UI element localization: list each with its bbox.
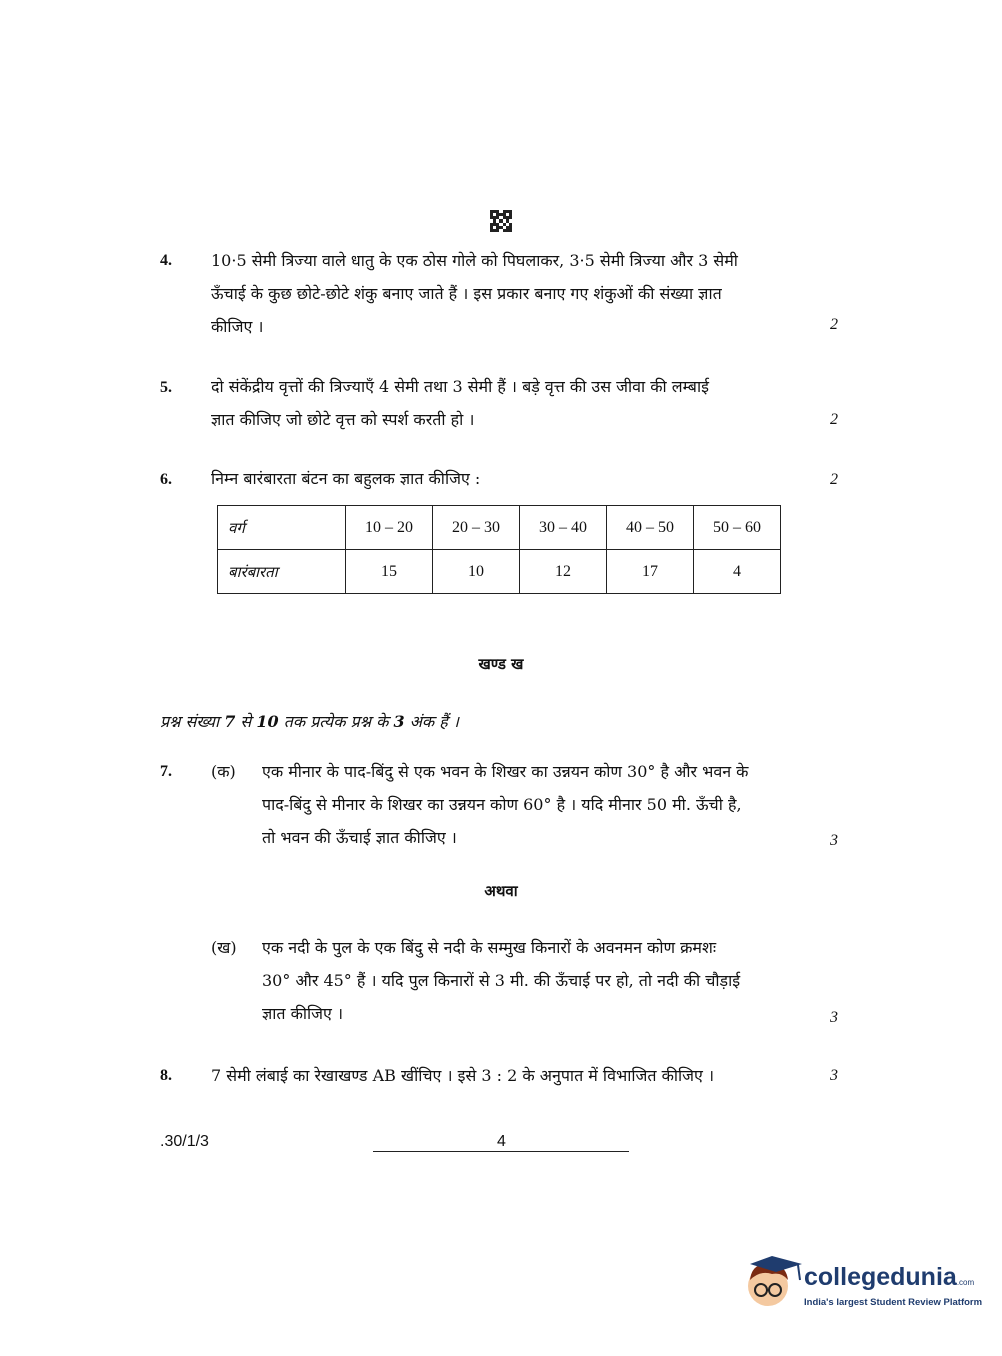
table-row xyxy=(218,506,781,550)
question-line: दो संकेंद्रीय वृत्तों की त्रिज्याएँ 4 सेमी तथा 3 सेमी हैं । बड़े वृत्त की उस जीवा की लम्बाई xyxy=(211,377,709,396)
question-text xyxy=(262,755,812,854)
table-row-label: बारंबारता xyxy=(218,550,346,594)
table-cell: 15 xyxy=(346,550,433,594)
question-line: एक नदी के पुल के एक बिंदु से नदी के सम्मुख किनारों के अवनमन कोण क्रमशः xyxy=(262,938,717,957)
logo-wordmark xyxy=(804,1263,974,1292)
question-line: एक मीनार के पाद-बिंदु से एक भवन के शिखर का उन्नयन कोण 30° है और भवन के xyxy=(262,762,749,781)
question-line: पाद-बिंदु से मीनार के शिखर का उन्नयन कोण 60° है । यदि मीनार 50 मी. ऊँची है, xyxy=(262,795,742,814)
section-title: खण्ड ख xyxy=(478,655,524,673)
question-text: 7 सेमी लंबाई का रेखाखण्ड AB खींचिए । इसे 3 : 2 के अनुपात में विभाजित कीजिए । xyxy=(211,1066,715,1085)
instruction-number: 10 xyxy=(256,712,279,731)
table-cell: 4 xyxy=(694,550,781,594)
question-number: 7. xyxy=(160,763,172,780)
question-text xyxy=(262,931,812,1030)
question-line: ज्ञात कीजिए । xyxy=(262,1004,344,1023)
table-cell: 12 xyxy=(520,550,607,594)
marks: 2 xyxy=(830,411,838,428)
paper-code: .30/1/3 xyxy=(160,1133,209,1150)
question-line: कीजिए । xyxy=(211,317,264,336)
question-number: 5. xyxy=(160,379,172,396)
instruction-text: अंक हैं । xyxy=(404,712,459,731)
question-number: 4. xyxy=(160,252,172,269)
question-text xyxy=(211,244,811,343)
logo-tagline: India's largest Student Review Platform xyxy=(804,1297,983,1308)
table-cell: 10 – 20 xyxy=(346,506,433,550)
table-cell: 20 – 30 xyxy=(433,506,520,550)
instruction-number: 3 xyxy=(393,712,405,731)
question-line: ऊँचाई के कुछ छोटे-छोटे शंकु बनाए जाते हैं । इस प्रकार बनाए गए शंकुओं की संख्या ज्ञात xyxy=(211,284,722,303)
qr-code-icon xyxy=(490,210,512,232)
marks: 3 xyxy=(830,832,838,849)
question-line: 10·5 सेमी त्रिज्या वाले धातु के एक ठोस गोले को पिघलाकर, 3·5 सेमी त्रिज्या और 3 सेमी xyxy=(211,251,738,270)
table-row-label: वर्ग xyxy=(218,506,346,550)
table-row xyxy=(218,550,781,594)
marks: 3 xyxy=(830,1009,838,1026)
question-line: ज्ञात कीजिए जो छोटे वृत्त को स्पर्श करती हो । xyxy=(211,410,475,429)
marks: 3 xyxy=(830,1067,838,1084)
marks: 2 xyxy=(830,471,838,488)
question-line: तो भवन की ऊँचाई ज्ञात कीजिए । xyxy=(262,828,457,847)
question-text xyxy=(211,462,811,495)
question-number: 8. xyxy=(160,1067,172,1084)
table-cell: 30 – 40 xyxy=(520,506,607,550)
collegedunia-mascot-icon xyxy=(742,1250,804,1312)
question-text xyxy=(211,370,811,436)
subquestion-label: (क) xyxy=(211,762,236,781)
instruction-number: 7 xyxy=(224,712,236,731)
table-cell: 40 – 50 xyxy=(607,506,694,550)
table-cell: 50 – 60 xyxy=(694,506,781,550)
table-cell: 10 xyxy=(433,550,520,594)
instruction-text: तक प्रत्येक प्रश्न के xyxy=(278,712,394,731)
subquestion-label: (ख) xyxy=(211,938,237,957)
frequency-table xyxy=(217,505,781,594)
logo-name: collegedunia xyxy=(804,1263,957,1291)
question-line: 30° और 45° हैं । यदि पुल किनारों से 3 मी. की ऊँचाई पर हो, तो नदी की चौड़ाई xyxy=(262,971,741,990)
instruction-text: से xyxy=(235,712,257,731)
table-cell: 17 xyxy=(607,550,694,594)
logo-suffix: .com xyxy=(956,1278,975,1287)
section-instruction xyxy=(160,710,459,732)
question-number: 6. xyxy=(160,471,172,488)
instruction-text: प्रश्न संख्या xyxy=(160,712,225,731)
footer-divider xyxy=(373,1151,629,1152)
question-line: निम्न बारंबारता बंटन का बहुलक ज्ञात कीजिए : xyxy=(211,469,481,488)
page-number: 4 xyxy=(497,1133,506,1150)
marks: 2 xyxy=(830,316,838,333)
or-separator: अथवा xyxy=(484,882,518,900)
